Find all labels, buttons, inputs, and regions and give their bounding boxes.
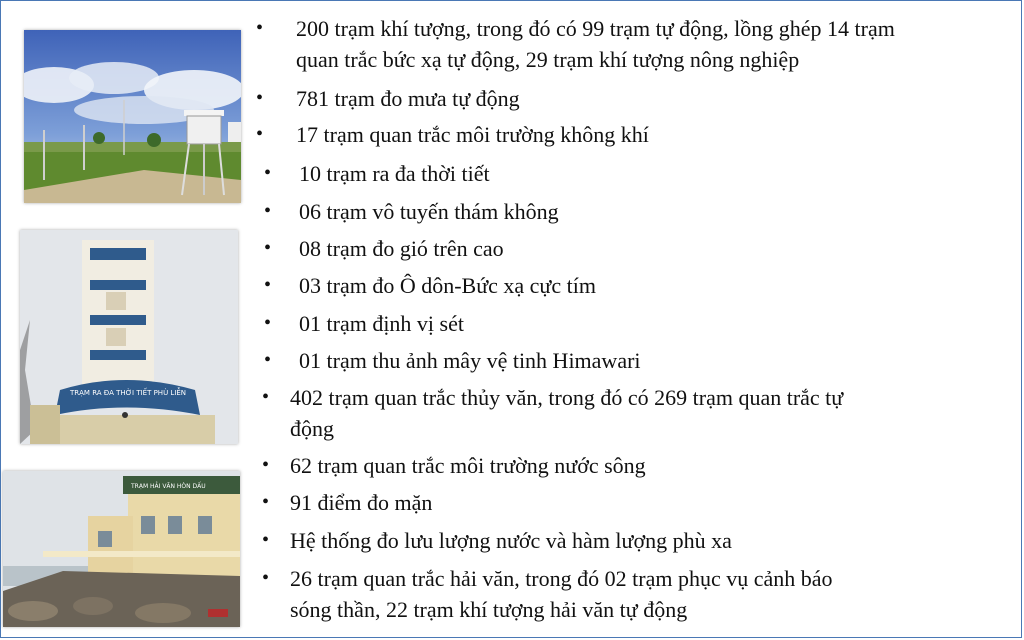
bullet-marker: • [264,200,272,222]
radar-tower-photo [20,230,238,444]
radar-sign-text: TRẠM RA ĐA THỜI TIẾT PHÙ LIỄN [70,389,187,397]
list-item-text: 781 trạm đo mưa tự động [296,86,520,111]
bullet-marker: • [264,237,272,259]
bullet-marker: • [262,567,270,589]
bullet-marker: • [256,123,264,145]
list-item-text: 01 trạm thu ảnh mây vệ tinh Himawari [299,348,641,373]
list-item-text: 01 trạm định vị sét [299,311,464,336]
list-item-text: Hệ thống đo lưu lượng nước và hàm lượng phù xa [290,528,732,553]
bullet-marker: • [264,162,272,184]
coastal-station-photo [3,471,240,627]
list-item-text: động [290,416,334,441]
list-item-text: 200 trạm khí tượng, trong đó có 99 trạm tự động, lồng ghép 14 trạm [296,16,895,41]
list-item-text: 06 trạm vô tuyến thám không [299,199,559,224]
list-item-text: 08 trạm đo gió trên cao [299,236,504,261]
list-item-text: 17 trạm quan trắc môi trường không khí [296,122,649,147]
list-item-text: sóng thần, 22 trạm khí tượng hải văn tự động [290,597,688,622]
bullet-marker: • [264,312,272,334]
bullet-marker: • [262,491,270,513]
list-item-text: 10 trạm ra đa thời tiết [299,161,490,186]
coastal-sign-text: TRẠM HẢI VĂN HÒN DẤU [131,483,206,490]
list-item-text: 03 trạm đo Ô dôn-Bức xạ cực tím [299,273,596,298]
list-item-text: quan trắc bức xạ tự động, 29 trạm khí tượng nông nghiệp [296,47,800,72]
bullet-marker: • [262,529,270,551]
list-item-text: 62 trạm quan trắc môi trường nước sông [290,453,646,478]
list-item-text: 91 điểm đo mặn [290,490,433,515]
list-item-text: 26 trạm quan trắc hải văn, trong đó 02 trạm phục vụ cảnh báo [290,566,833,591]
bullet-marker: • [264,349,272,371]
bullet-marker: • [262,386,270,408]
weather-station-image [24,30,241,203]
bullet-marker: • [262,454,270,476]
coastal-station-image [3,471,240,627]
list-item-text: 402 trạm quan trắc thủy văn, trong đó có 269 trạm quan trắc tự [290,385,844,410]
bullet-marker: • [264,274,272,296]
weather-station-photo [24,30,241,203]
radar-tower-image [20,230,238,444]
bullet-marker: • [256,17,264,39]
bullet-marker: • [256,87,264,109]
